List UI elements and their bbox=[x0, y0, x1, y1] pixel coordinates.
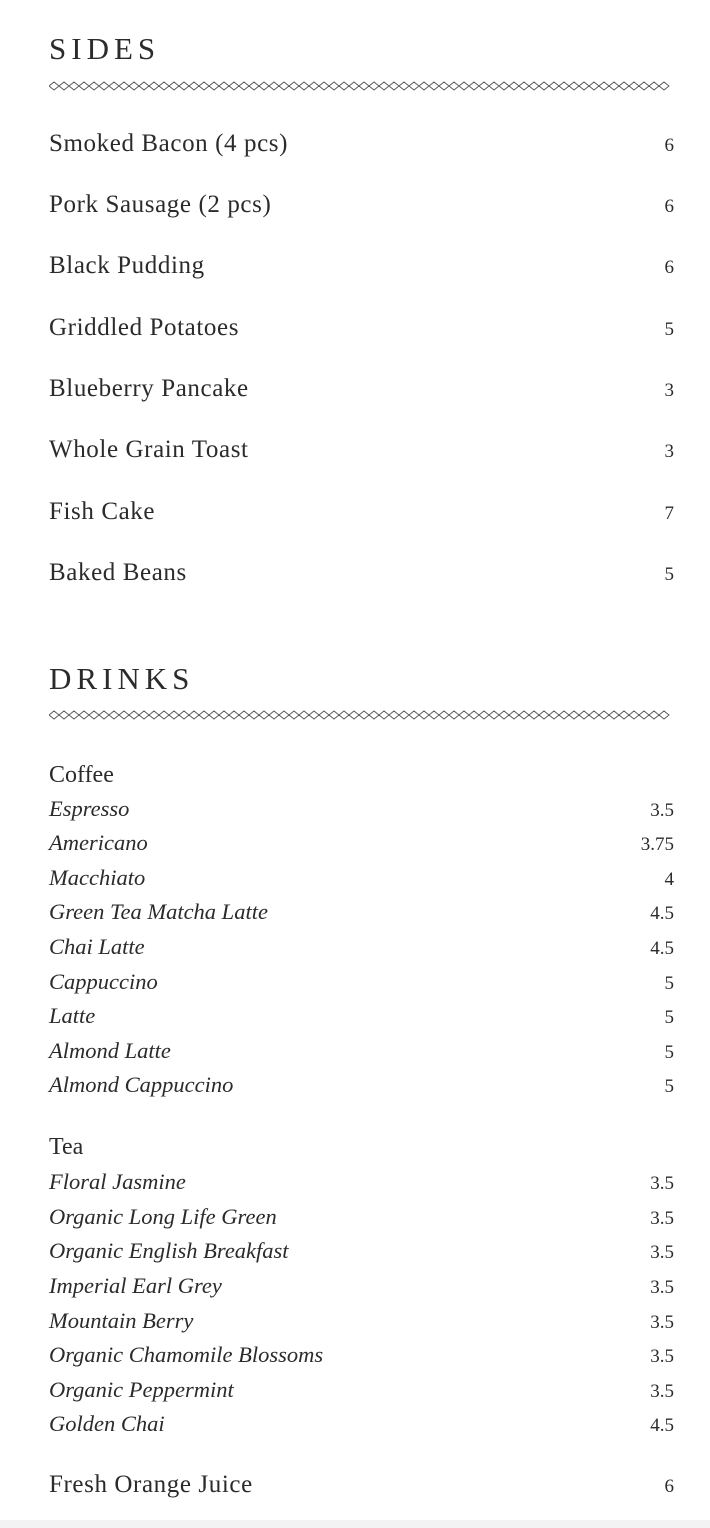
sides-item bbox=[49, 559, 674, 589]
tea-item bbox=[49, 1204, 674, 1234]
item-price: 4.5 bbox=[650, 1415, 674, 1436]
coffee-subheading: Coffee bbox=[49, 762, 114, 788]
item-name: Latte bbox=[49, 1003, 96, 1028]
item-name: Black Pudding bbox=[49, 252, 205, 279]
juice-item bbox=[49, 1471, 674, 1501]
item-price: 5 bbox=[664, 1042, 674, 1063]
coffee-item bbox=[49, 1003, 674, 1033]
item-price: 5 bbox=[664, 319, 674, 340]
item-name: Macchiato bbox=[49, 865, 146, 890]
item-name: Organic Peppermint bbox=[49, 1377, 234, 1402]
coffee-item bbox=[49, 1072, 674, 1102]
item-name: Organic Chamomile Blossoms bbox=[49, 1342, 324, 1367]
tea-item bbox=[49, 1342, 674, 1372]
item-price: 6 bbox=[664, 257, 674, 278]
tea-item bbox=[49, 1377, 674, 1407]
item-name: Mountain Berry bbox=[49, 1308, 194, 1333]
item-price: 3.5 bbox=[650, 1208, 674, 1229]
coffee-item bbox=[49, 865, 674, 895]
coffee-item bbox=[49, 796, 674, 826]
item-price: 4 bbox=[664, 869, 674, 890]
item-price: 3.5 bbox=[650, 1381, 674, 1402]
sides-item bbox=[49, 375, 674, 405]
item-name: Whole Grain Toast bbox=[49, 436, 249, 463]
item-name: Green Tea Matcha Latte bbox=[49, 899, 268, 924]
tea-subheading: Tea bbox=[49, 1134, 84, 1160]
item-name: Almond Latte bbox=[49, 1038, 171, 1063]
item-name: Baked Beans bbox=[49, 559, 187, 586]
item-price: 3 bbox=[664, 441, 674, 462]
sides-title: SIDES bbox=[49, 31, 161, 66]
diamond-chain bbox=[49, 711, 669, 719]
item-price: 3 bbox=[664, 380, 674, 401]
item-name: Blueberry Pancake bbox=[49, 375, 249, 402]
tea-item bbox=[49, 1411, 674, 1441]
item-price: 6 bbox=[664, 1476, 674, 1497]
item-price: 3.75 bbox=[640, 834, 674, 855]
item-name: Pork Sausage (2 pcs) bbox=[49, 191, 272, 218]
item-price: 6 bbox=[664, 196, 674, 217]
item-price: 4.5 bbox=[650, 903, 674, 924]
item-name: Smoked Bacon (4 pcs) bbox=[49, 130, 289, 157]
item-price: 3.5 bbox=[650, 1312, 674, 1333]
item-name: Cappuccino bbox=[49, 969, 158, 994]
sides-item bbox=[49, 130, 674, 160]
item-name: Organic Long Life Green bbox=[49, 1204, 277, 1229]
sides-item bbox=[49, 498, 674, 528]
item-price: 5 bbox=[664, 564, 674, 585]
item-name: Griddled Potatoes bbox=[49, 314, 240, 341]
item-name: Floral Jasmine bbox=[49, 1169, 186, 1194]
diamond-chain bbox=[49, 82, 669, 90]
item-price: 6 bbox=[664, 135, 674, 156]
item-name: Golden Chai bbox=[49, 1411, 165, 1436]
item-price: 4.5 bbox=[650, 938, 674, 959]
tea-item bbox=[49, 1273, 674, 1303]
item-name: Fresh Orange Juice bbox=[49, 1471, 253, 1498]
coffee-item bbox=[49, 969, 674, 999]
coffee-item bbox=[49, 830, 674, 860]
coffee-item bbox=[49, 934, 674, 964]
drinks-title: DRINKS bbox=[49, 661, 195, 696]
item-price: 3.5 bbox=[650, 1346, 674, 1367]
item-price: 5 bbox=[664, 973, 674, 994]
item-name: Chai Latte bbox=[49, 934, 145, 959]
coffee-item bbox=[49, 899, 674, 929]
item-name: Organic English Breakfast bbox=[49, 1238, 289, 1263]
item-price: 3.5 bbox=[650, 800, 674, 821]
sides-item bbox=[49, 314, 674, 344]
item-name: Almond Cappuccino bbox=[49, 1072, 234, 1097]
item-price: 5 bbox=[664, 1007, 674, 1028]
coffee-item bbox=[49, 1038, 674, 1068]
sides-item bbox=[49, 191, 674, 221]
item-price: 3.5 bbox=[650, 1242, 674, 1263]
diamond-chain-ornament bbox=[49, 710, 674, 720]
tea-item bbox=[49, 1169, 674, 1199]
item-price: 5 bbox=[664, 1076, 674, 1097]
item-name: Espresso bbox=[49, 796, 130, 821]
drinks-divider bbox=[49, 710, 674, 720]
item-name: Fish Cake bbox=[49, 498, 156, 525]
item-price: 3.5 bbox=[650, 1277, 674, 1298]
item-price: 3.5 bbox=[650, 1173, 674, 1194]
bottom-edge bbox=[0, 1520, 710, 1528]
tea-item bbox=[49, 1238, 674, 1268]
tea-item bbox=[49, 1308, 674, 1338]
sides-divider bbox=[49, 81, 674, 91]
sides-item bbox=[49, 436, 674, 466]
item-name: Imperial Earl Grey bbox=[49, 1273, 222, 1298]
sides-item bbox=[49, 252, 674, 282]
item-name: Americano bbox=[49, 830, 148, 855]
diamond-chain-ornament bbox=[49, 81, 674, 91]
item-price: 7 bbox=[664, 503, 674, 524]
